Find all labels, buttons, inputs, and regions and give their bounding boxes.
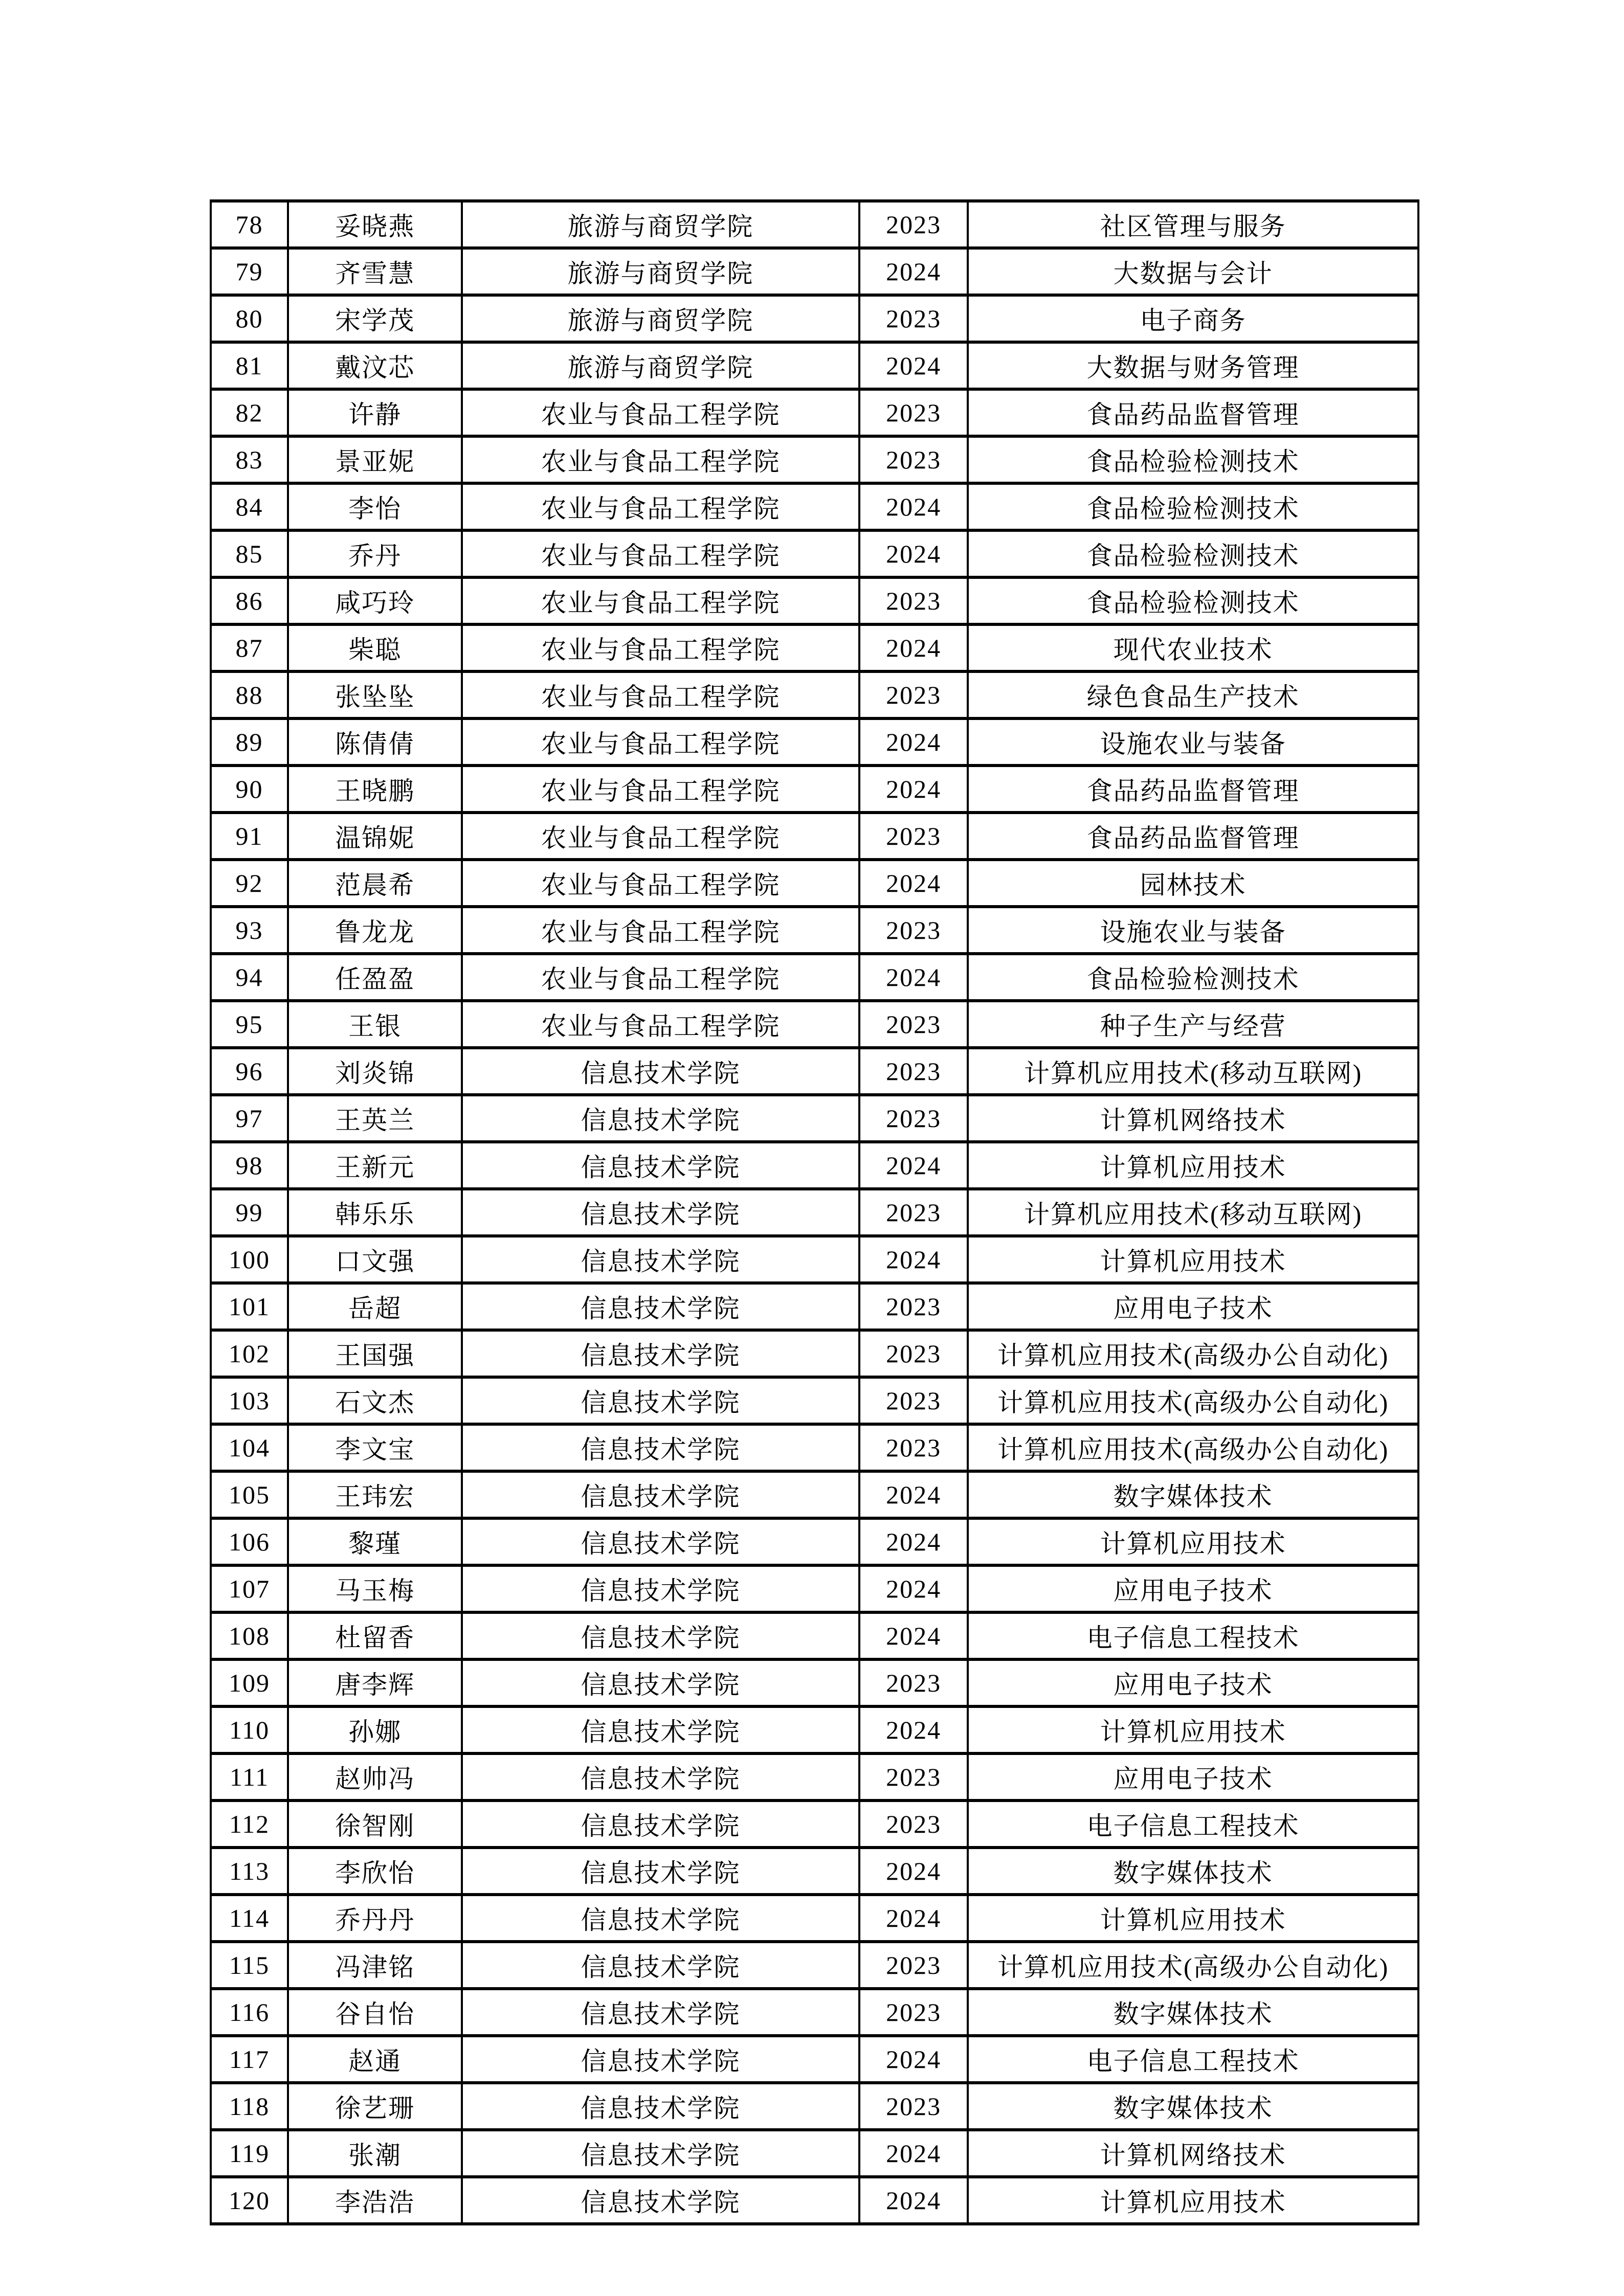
name-cell: 岳超: [288, 1283, 462, 1330]
year-cell: 2023: [859, 201, 968, 248]
major-cell: 食品检验检测技术: [968, 577, 1418, 624]
table-row: [211, 2083, 1418, 2130]
name-cell: 王玮宏: [288, 1471, 462, 1518]
year-cell: 2023: [859, 1330, 968, 1377]
name-cell: 乔丹丹: [288, 1895, 462, 1942]
row-number-cell: 109: [211, 1659, 288, 1706]
college-cell: 农业与食品工程学院: [462, 483, 859, 530]
row-number-cell: 80: [211, 295, 288, 342]
table-row: [211, 1706, 1418, 1753]
college-cell: 旅游与商贸学院: [462, 248, 859, 295]
major-cell: 计算机应用技术(移动互联网): [968, 1189, 1418, 1236]
year-cell: 2023: [859, 1095, 968, 1142]
college-cell: 农业与食品工程学院: [462, 766, 859, 813]
year-cell: 2023: [859, 1424, 968, 1471]
table-row: [211, 907, 1418, 954]
year-cell: 2024: [859, 2130, 968, 2177]
table-row: [211, 1895, 1418, 1942]
row-number-cell: 120: [211, 2177, 288, 2224]
name-cell: 李文宝: [288, 1424, 462, 1471]
year-cell: 2023: [859, 1989, 968, 2036]
name-cell: 乔丹: [288, 530, 462, 577]
row-number-cell: 117: [211, 2036, 288, 2083]
college-cell: 信息技术学院: [462, 1236, 859, 1283]
year-cell: 2024: [859, 1565, 968, 1612]
table-row: [211, 530, 1418, 577]
college-cell: 信息技术学院: [462, 1753, 859, 1800]
major-cell: 数字媒体技术: [968, 1471, 1418, 1518]
college-cell: 农业与食品工程学院: [462, 954, 859, 1001]
table-row: [211, 1283, 1418, 1330]
major-cell: 社区管理与服务: [968, 201, 1418, 248]
row-number-cell: 100: [211, 1236, 288, 1283]
major-cell: 数字媒体技术: [968, 2083, 1418, 2130]
year-cell: 2023: [859, 1001, 968, 1048]
row-number-cell: 90: [211, 766, 288, 813]
student-roster-table: [210, 199, 1419, 2225]
year-cell: 2024: [859, 1706, 968, 1753]
table-row: [211, 342, 1418, 389]
major-cell: 计算机应用技术(高级办公自动化): [968, 1377, 1418, 1424]
name-cell: 谷自怡: [288, 1989, 462, 2036]
row-number-cell: 101: [211, 1283, 288, 1330]
college-cell: 农业与食品工程学院: [462, 671, 859, 718]
year-cell: 2023: [859, 295, 968, 342]
name-cell: 王新元: [288, 1142, 462, 1189]
name-cell: 赵帅冯: [288, 1753, 462, 1800]
table-row: [211, 1989, 1418, 2036]
row-number-cell: 82: [211, 389, 288, 436]
major-cell: 食品药品监督管理: [968, 813, 1418, 860]
table-row: [211, 1424, 1418, 1471]
year-cell: 2023: [859, 671, 968, 718]
college-cell: 信息技术学院: [462, 1095, 859, 1142]
major-cell: 食品药品监督管理: [968, 389, 1418, 436]
table-row: [211, 1236, 1418, 1283]
row-number-cell: 107: [211, 1565, 288, 1612]
name-cell: 马玉梅: [288, 1565, 462, 1612]
table-row: [211, 1001, 1418, 1048]
major-cell: 设施农业与装备: [968, 718, 1418, 766]
college-cell: 信息技术学院: [462, 1048, 859, 1095]
name-cell: 戴汶芯: [288, 342, 462, 389]
name-cell: 赵通: [288, 2036, 462, 2083]
name-cell: 鲁龙龙: [288, 907, 462, 954]
name-cell: 李欣怡: [288, 1848, 462, 1895]
college-cell: 信息技术学院: [462, 1330, 859, 1377]
major-cell: 计算机应用技术: [968, 1518, 1418, 1565]
major-cell: 食品检验检测技术: [968, 530, 1418, 577]
table-row: [211, 671, 1418, 718]
college-cell: 农业与食品工程学院: [462, 436, 859, 483]
row-number-cell: 93: [211, 907, 288, 954]
name-cell: 徐智刚: [288, 1800, 462, 1848]
college-cell: 旅游与商贸学院: [462, 201, 859, 248]
year-cell: 2023: [859, 1377, 968, 1424]
college-cell: 信息技术学院: [462, 1142, 859, 1189]
year-cell: 2024: [859, 624, 968, 671]
row-number-cell: 83: [211, 436, 288, 483]
year-cell: 2024: [859, 342, 968, 389]
year-cell: 2024: [859, 860, 968, 907]
row-number-cell: 97: [211, 1095, 288, 1142]
student-table-body: [211, 201, 1418, 2224]
major-cell: 应用电子技术: [968, 1565, 1418, 1612]
row-number-cell: 92: [211, 860, 288, 907]
table-row: [211, 577, 1418, 624]
table-row: [211, 295, 1418, 342]
college-cell: 信息技术学院: [462, 1471, 859, 1518]
table-row: [211, 718, 1418, 766]
college-cell: 信息技术学院: [462, 1189, 859, 1236]
name-cell: 齐雪慧: [288, 248, 462, 295]
year-cell: 2023: [859, 1189, 968, 1236]
major-cell: 大数据与会计: [968, 248, 1418, 295]
major-cell: 计算机网络技术: [968, 1095, 1418, 1142]
name-cell: 任盈盈: [288, 954, 462, 1001]
row-number-cell: 103: [211, 1377, 288, 1424]
table-row: [211, 1189, 1418, 1236]
year-cell: 2023: [859, 2083, 968, 2130]
row-number-cell: 116: [211, 1989, 288, 2036]
major-cell: 计算机应用技术: [968, 1895, 1418, 1942]
name-cell: 张坠坠: [288, 671, 462, 718]
year-cell: 2024: [859, 1518, 968, 1565]
name-cell: 唐李辉: [288, 1659, 462, 1706]
year-cell: 2023: [859, 389, 968, 436]
row-number-cell: 106: [211, 1518, 288, 1565]
year-cell: 2024: [859, 2177, 968, 2224]
college-cell: 农业与食品工程学院: [462, 624, 859, 671]
major-cell: 数字媒体技术: [968, 1848, 1418, 1895]
year-cell: 2023: [859, 1753, 968, 1800]
table-row: [211, 1048, 1418, 1095]
college-cell: 信息技术学院: [462, 1895, 859, 1942]
major-cell: 计算机应用技术: [968, 1142, 1418, 1189]
table-row: [211, 813, 1418, 860]
table-row: [211, 1330, 1418, 1377]
major-cell: 种子生产与经营: [968, 1001, 1418, 1048]
college-cell: 信息技术学院: [462, 1283, 859, 1330]
college-cell: 信息技术学院: [462, 2083, 859, 2130]
college-cell: 信息技术学院: [462, 1989, 859, 2036]
college-cell: 信息技术学院: [462, 1800, 859, 1848]
table-row: [211, 2130, 1418, 2177]
row-number-cell: 99: [211, 1189, 288, 1236]
row-number-cell: 118: [211, 2083, 288, 2130]
name-cell: 王国强: [288, 1330, 462, 1377]
college-cell: 信息技术学院: [462, 1424, 859, 1471]
table-row: [211, 624, 1418, 671]
row-number-cell: 115: [211, 1942, 288, 1989]
college-cell: 信息技术学院: [462, 1518, 859, 1565]
major-cell: 计算机网络技术: [968, 2130, 1418, 2177]
major-cell: 计算机应用技术: [968, 2177, 1418, 2224]
major-cell: 电子信息工程技术: [968, 1612, 1418, 1659]
college-cell: 信息技术学院: [462, 2177, 859, 2224]
table-row: [211, 954, 1418, 1001]
college-cell: 农业与食品工程学院: [462, 813, 859, 860]
college-cell: 信息技术学院: [462, 2036, 859, 2083]
major-cell: 计算机应用技术(高级办公自动化): [968, 1424, 1418, 1471]
major-cell: 电子信息工程技术: [968, 2036, 1418, 2083]
table-row: [211, 1800, 1418, 1848]
major-cell: 计算机应用技术: [968, 1236, 1418, 1283]
major-cell: 计算机应用技术(移动互联网): [968, 1048, 1418, 1095]
table-row: [211, 1942, 1418, 1989]
major-cell: 应用电子技术: [968, 1283, 1418, 1330]
name-cell: 妥晓燕: [288, 201, 462, 248]
college-cell: 农业与食品工程学院: [462, 860, 859, 907]
college-cell: 信息技术学院: [462, 1706, 859, 1753]
row-number-cell: 108: [211, 1612, 288, 1659]
year-cell: 2023: [859, 1048, 968, 1095]
year-cell: 2024: [859, 718, 968, 766]
name-cell: 张潮: [288, 2130, 462, 2177]
table-row: [211, 1659, 1418, 1706]
name-cell: 刘炎锦: [288, 1048, 462, 1095]
college-cell: 信息技术学院: [462, 2130, 859, 2177]
year-cell: 2024: [859, 248, 968, 295]
year-cell: 2024: [859, 1612, 968, 1659]
major-cell: 数字媒体技术: [968, 1989, 1418, 2036]
year-cell: 2023: [859, 577, 968, 624]
row-number-cell: 112: [211, 1800, 288, 1848]
name-cell: 柴聪: [288, 624, 462, 671]
college-cell: 信息技术学院: [462, 1942, 859, 1989]
name-cell: 温锦妮: [288, 813, 462, 860]
row-number-cell: 95: [211, 1001, 288, 1048]
major-cell: 园林技术: [968, 860, 1418, 907]
major-cell: 食品药品监督管理: [968, 766, 1418, 813]
college-cell: 信息技术学院: [462, 1377, 859, 1424]
row-number-cell: 85: [211, 530, 288, 577]
table-row: [211, 1095, 1418, 1142]
year-cell: 2023: [859, 436, 968, 483]
year-cell: 2023: [859, 1283, 968, 1330]
year-cell: 2024: [859, 1471, 968, 1518]
table-row: [211, 483, 1418, 530]
row-number-cell: 111: [211, 1753, 288, 1800]
table-row: [211, 2177, 1418, 2224]
table-row: [211, 860, 1418, 907]
college-cell: 旅游与商贸学院: [462, 295, 859, 342]
table-row: [211, 201, 1418, 248]
major-cell: 计算机应用技术(高级办公自动化): [968, 1330, 1418, 1377]
college-cell: 信息技术学院: [462, 1565, 859, 1612]
table-row: [211, 1565, 1418, 1612]
major-cell: 计算机应用技术: [968, 1706, 1418, 1753]
table-row: [211, 1377, 1418, 1424]
year-cell: 2023: [859, 1800, 968, 1848]
name-cell: 王晓鹏: [288, 766, 462, 813]
year-cell: 2024: [859, 483, 968, 530]
major-cell: 计算机应用技术(高级办公自动化): [968, 1942, 1418, 1989]
college-cell: 信息技术学院: [462, 1612, 859, 1659]
student-roster-table-container: [210, 199, 1419, 2225]
major-cell: 大数据与财务管理: [968, 342, 1418, 389]
name-cell: 冯津铭: [288, 1942, 462, 1989]
row-number-cell: 87: [211, 624, 288, 671]
college-cell: 农业与食品工程学院: [462, 1001, 859, 1048]
name-cell: 黎瑾: [288, 1518, 462, 1565]
major-cell: 食品检验检测技术: [968, 436, 1418, 483]
name-cell: 咸巧玲: [288, 577, 462, 624]
major-cell: 现代农业技术: [968, 624, 1418, 671]
row-number-cell: 102: [211, 1330, 288, 1377]
year-cell: 2024: [859, 1848, 968, 1895]
major-cell: 应用电子技术: [968, 1753, 1418, 1800]
table-row: [211, 248, 1418, 295]
name-cell: 宋学茂: [288, 295, 462, 342]
table-row: [211, 1612, 1418, 1659]
year-cell: 2023: [859, 1942, 968, 1989]
table-row: [211, 1471, 1418, 1518]
major-cell: 食品检验检测技术: [968, 483, 1418, 530]
name-cell: 韩乐乐: [288, 1189, 462, 1236]
row-number-cell: 98: [211, 1142, 288, 1189]
row-number-cell: 96: [211, 1048, 288, 1095]
major-cell: 食品检验检测技术: [968, 954, 1418, 1001]
year-cell: 2023: [859, 813, 968, 860]
table-row: [211, 2036, 1418, 2083]
year-cell: 2024: [859, 1142, 968, 1189]
row-number-cell: 119: [211, 2130, 288, 2177]
row-number-cell: 86: [211, 577, 288, 624]
row-number-cell: 104: [211, 1424, 288, 1471]
table-row: [211, 389, 1418, 436]
row-number-cell: 78: [211, 201, 288, 248]
year-cell: 2024: [859, 766, 968, 813]
name-cell: 许静: [288, 389, 462, 436]
name-cell: 王银: [288, 1001, 462, 1048]
year-cell: 2024: [859, 954, 968, 1001]
major-cell: 电子信息工程技术: [968, 1800, 1418, 1848]
table-row: [211, 1518, 1418, 1565]
name-cell: 王英兰: [288, 1095, 462, 1142]
table-row: [211, 1753, 1418, 1800]
year-cell: 2024: [859, 2036, 968, 2083]
name-cell: 范晨希: [288, 860, 462, 907]
college-cell: 农业与食品工程学院: [462, 907, 859, 954]
year-cell: 2024: [859, 1236, 968, 1283]
college-cell: 旅游与商贸学院: [462, 342, 859, 389]
year-cell: 2024: [859, 530, 968, 577]
year-cell: 2023: [859, 907, 968, 954]
name-cell: 景亚妮: [288, 436, 462, 483]
row-number-cell: 110: [211, 1706, 288, 1753]
table-row: [211, 1848, 1418, 1895]
row-number-cell: 89: [211, 718, 288, 766]
row-number-cell: 79: [211, 248, 288, 295]
name-cell: 李浩浩: [288, 2177, 462, 2224]
name-cell: 口文强: [288, 1236, 462, 1283]
name-cell: 李怡: [288, 483, 462, 530]
row-number-cell: 91: [211, 813, 288, 860]
name-cell: 杜留香: [288, 1612, 462, 1659]
name-cell: 孙娜: [288, 1706, 462, 1753]
major-cell: 绿色食品生产技术: [968, 671, 1418, 718]
row-number-cell: 94: [211, 954, 288, 1001]
name-cell: 陈倩倩: [288, 718, 462, 766]
row-number-cell: 81: [211, 342, 288, 389]
row-number-cell: 114: [211, 1895, 288, 1942]
major-cell: 电子商务: [968, 295, 1418, 342]
name-cell: 徐艺珊: [288, 2083, 462, 2130]
name-cell: 石文杰: [288, 1377, 462, 1424]
table-row: [211, 436, 1418, 483]
college-cell: 农业与食品工程学院: [462, 718, 859, 766]
table-row: [211, 766, 1418, 813]
table-row: [211, 1142, 1418, 1189]
row-number-cell: 113: [211, 1848, 288, 1895]
college-cell: 信息技术学院: [462, 1848, 859, 1895]
college-cell: 农业与食品工程学院: [462, 530, 859, 577]
row-number-cell: 105: [211, 1471, 288, 1518]
row-number-cell: 88: [211, 671, 288, 718]
row-number-cell: 84: [211, 483, 288, 530]
year-cell: 2024: [859, 1895, 968, 1942]
major-cell: 应用电子技术: [968, 1659, 1418, 1706]
major-cell: 设施农业与装备: [968, 907, 1418, 954]
college-cell: 信息技术学院: [462, 1659, 859, 1706]
college-cell: 农业与食品工程学院: [462, 389, 859, 436]
college-cell: 农业与食品工程学院: [462, 577, 859, 624]
year-cell: 2023: [859, 1659, 968, 1706]
